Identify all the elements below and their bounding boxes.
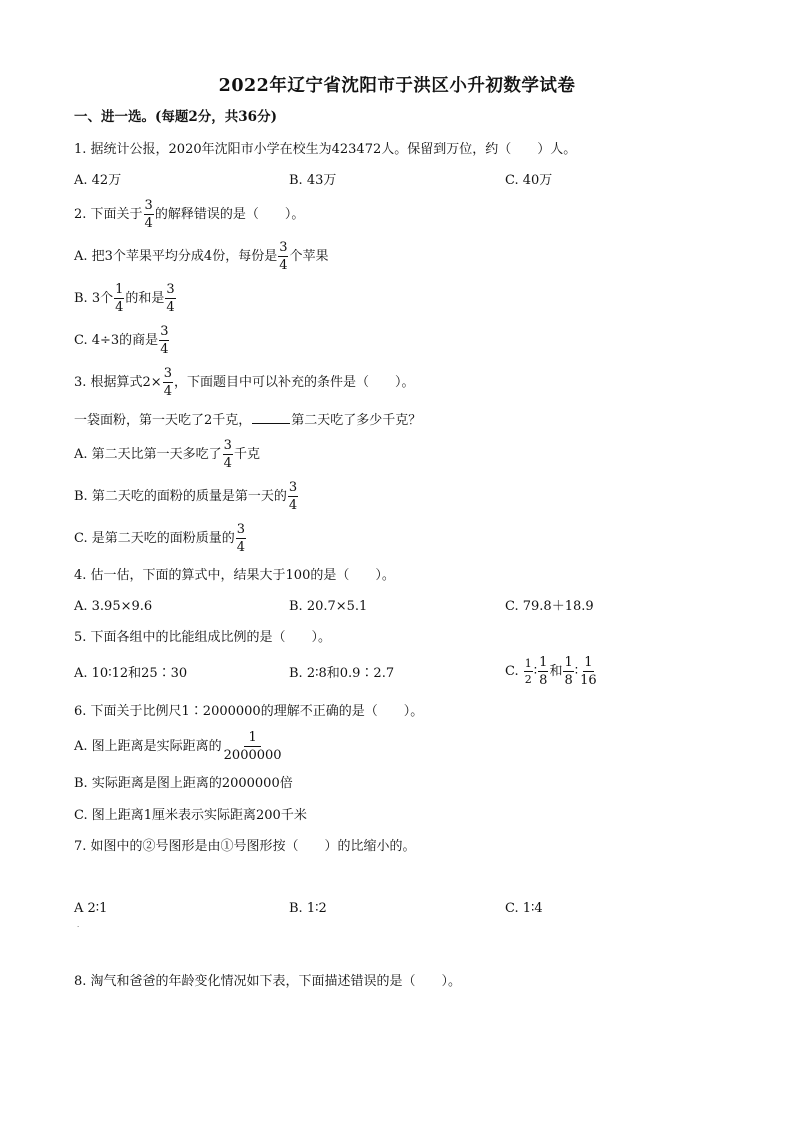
question-1-option-c: C. 40万 xyxy=(505,173,553,188)
option-text: A. 把3个苹果平均分成4份，每份是 xyxy=(74,249,278,264)
question-3-stem-pre: 3. 根据算式2× xyxy=(74,375,162,390)
question-2-stem xyxy=(74,199,304,230)
context-text: 一袋面粉，第一天吃了2千克， xyxy=(74,413,252,428)
question-4-option-c: C. 79.8＋18.9 xyxy=(505,599,594,614)
stray-dot: · xyxy=(77,923,80,931)
question-5-stem: 5. 下面各组中的比能组成比例的是（ ）。 xyxy=(74,630,332,645)
question-5-option-b: B. 2∶8和0.9∶2.7 xyxy=(289,666,395,681)
page-title: 2022年辽宁省沈阳市于洪区小升初数学试卷 xyxy=(218,76,576,96)
question-3-context xyxy=(74,411,421,430)
fraction xyxy=(159,325,169,356)
numerator: 3 xyxy=(279,240,288,255)
denominator: 4 xyxy=(144,216,153,231)
denominator: 4 xyxy=(236,540,246,555)
fraction xyxy=(165,283,175,314)
option-text: C. 4÷3的商是 xyxy=(74,333,159,348)
denominator: 16 xyxy=(580,673,597,688)
option-text: 的和是 xyxy=(125,291,165,306)
question-3-option-c xyxy=(74,523,247,554)
question-6-option-a xyxy=(74,731,284,762)
option-text: A. 图上距离是实际距离的 xyxy=(74,739,222,754)
question-7-option-b: B. 1∶2 xyxy=(289,901,327,916)
fraction xyxy=(288,481,298,512)
numerator: 3 xyxy=(236,522,246,537)
numerator: 3 xyxy=(166,282,175,297)
context-text: 第二天吃了多少千克？ xyxy=(291,413,422,428)
denominator: 2000000 xyxy=(223,748,282,763)
denominator: 8 xyxy=(564,673,573,688)
denominator: 4 xyxy=(160,342,169,357)
numerator: 3 xyxy=(144,198,153,213)
denominator: 4 xyxy=(163,384,172,399)
question-2-option-b xyxy=(74,283,177,314)
option-label: C. xyxy=(505,664,519,679)
numerator: 3 xyxy=(163,366,172,381)
numerator: 1 xyxy=(564,655,573,670)
question-6-option-b: B. 实际距离是图上距离的2000000倍 xyxy=(74,776,293,791)
numerator: 1 xyxy=(539,655,548,670)
option-text: 千克 xyxy=(233,447,260,462)
fraction xyxy=(236,523,246,554)
question-3-option-a xyxy=(74,439,260,470)
numerator: 3 xyxy=(160,324,169,339)
section-heading: 一、进一选。(每题2分，共36分) xyxy=(74,109,277,125)
option-text: 个苹果 xyxy=(289,249,329,264)
question-7-stem: 7. 如图中的②号图形是由①号图形按（ ）的比缩小的。 xyxy=(74,839,416,854)
ratio-colon: ∶ xyxy=(574,664,579,679)
denominator: 4 xyxy=(223,456,232,471)
option-text: B. 3个 xyxy=(74,291,114,306)
question-1-stem: 1. 据统计公报，2020年沈阳市小学在校生为423472人。保留到万位，约（ ）人。 xyxy=(74,142,577,157)
question-2-stem-post: 的解释错误的是（ ）。 xyxy=(154,207,305,222)
question-1-option-b: B. 43万 xyxy=(289,173,337,188)
fraction xyxy=(524,658,533,685)
numerator: 1 xyxy=(115,282,124,297)
numerator: 1 xyxy=(584,655,593,670)
fraction xyxy=(278,241,288,272)
answer-blank xyxy=(252,411,290,424)
question-4-option-b: B. 20.7×5.1 xyxy=(289,599,368,614)
question-3-option-b xyxy=(74,481,299,512)
numerator: 1 xyxy=(524,657,532,670)
denominator: 8 xyxy=(539,673,548,688)
question-7-option-a: A 2∶1 xyxy=(74,901,108,916)
denominator: 4 xyxy=(279,258,288,273)
question-6-stem: 6. 下面关于比例尺1∶2000000的理解不正确的是（ ）。 xyxy=(74,704,424,719)
question-7-option-c: C. 1∶4 xyxy=(505,901,543,916)
fraction xyxy=(538,656,548,687)
fraction xyxy=(579,656,598,687)
option-text: C. 是第二天吃的面粉质量的 xyxy=(74,531,235,546)
denominator: 4 xyxy=(166,300,175,315)
fraction xyxy=(223,439,233,470)
question-4-option-a: A. 3.95×9.6 xyxy=(74,599,153,614)
numerator: 1 xyxy=(244,731,260,747)
question-4-stem: 4. 估一估，下面的算式中，结果大于100的是（ ）。 xyxy=(74,568,395,583)
denominator: 4 xyxy=(288,498,298,513)
question-8-stem: 8. 淘气和爸爸的年龄变化情况如下表，下面描述错误的是（ ）。 xyxy=(74,974,462,989)
question-5-option-c xyxy=(505,656,599,687)
option-text: A. 第二天比第一天多吃了 xyxy=(74,447,222,462)
question-3-stem-post: ，下面题目中可以补充的条件是（ ）。 xyxy=(173,375,415,390)
option-text: B. 第二天吃的面粉的质量是第一天的 xyxy=(74,489,287,504)
question-6-option-c: C. 图上距离1厘米表示实际距离200千米 xyxy=(74,808,307,823)
denominator: 4 xyxy=(115,300,124,315)
question-5-option-a: A. 10∶12和25∶30 xyxy=(74,666,188,681)
ratio-colon: ∶ xyxy=(533,664,538,679)
fraction xyxy=(223,731,283,762)
question-1-option-a: A. 42万 xyxy=(74,173,122,188)
fraction xyxy=(163,367,173,398)
question-3-stem xyxy=(74,367,415,398)
numerator: 3 xyxy=(288,480,298,495)
question-2-option-a xyxy=(74,241,329,272)
question-2-stem-pre: 2. 下面关于 xyxy=(74,207,143,222)
question-2-option-c xyxy=(74,325,170,356)
numerator: 3 xyxy=(223,438,232,453)
conjunction: 和 xyxy=(549,664,563,679)
fraction xyxy=(563,656,573,687)
fraction xyxy=(144,199,154,230)
fraction xyxy=(114,283,124,314)
denominator: 2 xyxy=(524,673,532,686)
